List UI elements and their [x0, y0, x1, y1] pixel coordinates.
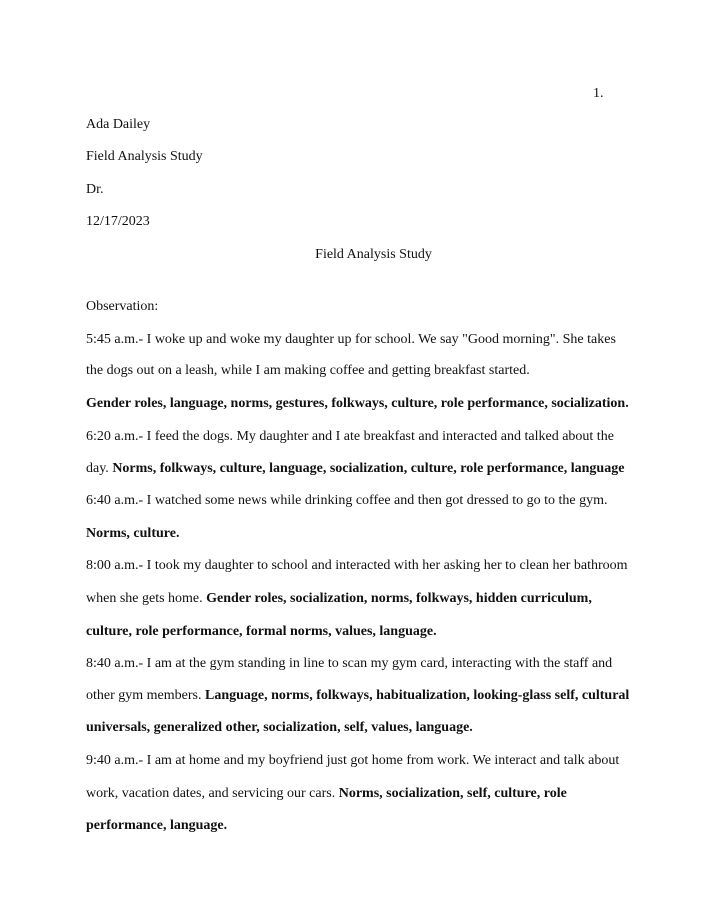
entry-6-tags-a: Norms, socialization, self, culture, role	[338, 786, 567, 801]
entry-3-tags: Norms, culture.	[86, 526, 180, 541]
entry-6-line-2	[86, 786, 567, 802]
section-label: Observation:	[86, 299, 159, 314]
entry-2-line-1: 6:20 a.m.- I feed the dogs. My daughter and I ate breakfast and interacted and talked about the	[86, 429, 614, 444]
entry-2-line-2	[86, 461, 624, 477]
entry-2-text: day.	[86, 461, 109, 476]
entry-1-tags: Gender roles, language, norms, gestures, folkways, culture, role performance, socialization.	[86, 396, 629, 411]
page-title: Field Analysis Study	[315, 247, 432, 262]
entry-1-line-2: the dogs out on a leash, while I am making coffee and getting breakfast started.	[86, 363, 530, 378]
entry-4-tags-line	[86, 624, 437, 640]
entry-6-line-1: 9:40 a.m.- I am at home and my boyfriend just got home from work. We interact and talk about	[86, 753, 620, 768]
entry-1-line-1: 5:45 a.m.- I woke up and woke my daughter up for school. We say "Good morning". She takes	[86, 332, 616, 347]
entry-4-tags-a: Gender roles, socialization, norms, folkways, hidden curriculum,	[206, 591, 592, 606]
entry-5-text: other gym members.	[86, 688, 202, 703]
entry-5-tags-a: Language, norms, folkways, habitualization, looking-glass self, cultural	[204, 688, 630, 703]
entry-3-tags-line	[86, 526, 179, 542]
document-date: 12/17/2023	[86, 214, 150, 229]
entry-6-text: work, vacation dates, and servicing our cars.	[86, 786, 336, 801]
entry-5-tags-b: universals, generalized other, socialization, self, values, language.	[86, 720, 473, 735]
entry-1-tags-line	[86, 396, 629, 412]
entry-4-text: when she gets home.	[86, 591, 203, 606]
entry-4-tags-b: culture, role performance, formal norms, values, language.	[86, 624, 437, 639]
entry-6-tags-b: performance, language.	[86, 818, 228, 833]
entry-4-line-1: 8:00 a.m.- I took my daughter to school and interacted with her asking her to clean her bathroom	[86, 558, 628, 573]
entry-5-line-1: 8:40 a.m.- I am at the gym standing in line to scan my gym card, interacting with the staff and	[86, 656, 613, 671]
entry-3-line-1: 6:40 a.m.- I watched some news while drinking coffee and then got dressed to go to the gym.	[86, 493, 608, 508]
instructor-name: Dr.	[86, 182, 104, 197]
author-name: Ada Dailey	[86, 117, 151, 132]
page-number: 1.	[593, 86, 604, 101]
entry-6-tags-line	[86, 818, 227, 834]
entry-5-line-2	[86, 688, 629, 704]
course-name: Field Analysis Study	[86, 149, 203, 164]
entry-4-line-2	[86, 591, 592, 607]
entry-2-tags: Norms, folkways, culture, language, socialization, culture, role performance, language	[112, 461, 625, 476]
entry-5-tags-line	[86, 720, 473, 736]
